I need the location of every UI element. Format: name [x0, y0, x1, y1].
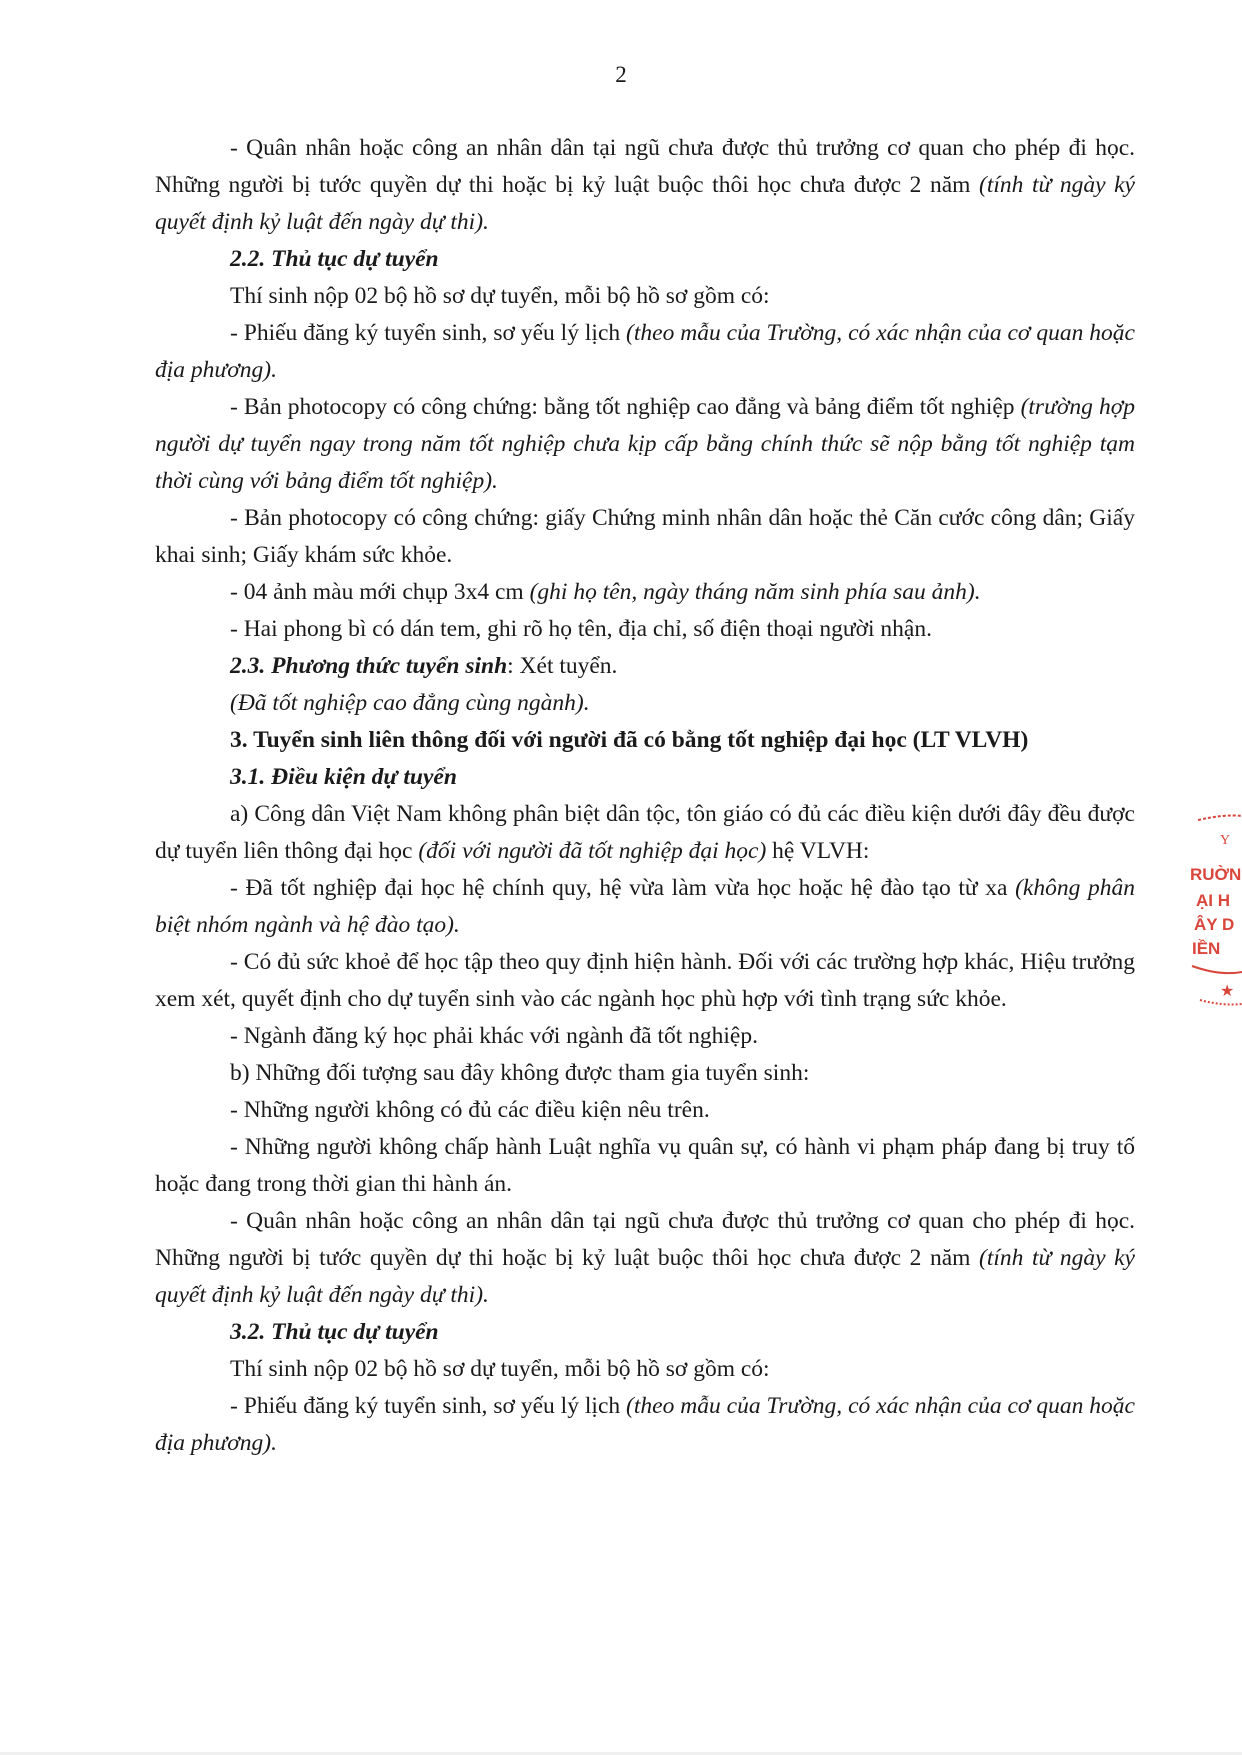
- stamp-line: RUỜN: [1190, 865, 1242, 884]
- text-run: a) Công dân Việt Nam không phân biệt dân tộc, tôn giáo có đủ các điều kiện dưới đây đều được dự tuyển liên thông đại học: [155, 801, 1135, 864]
- text-run: (trường hợp người dự tuyển ngay trong năm tốt nghiệp chưa kịp cấp bằng chính thức sẽ nộp bằng tốt nghiệp tạm thời cùng với bảng điểm tốt nghiệp).: [155, 394, 1135, 494]
- heading-2-2: [155, 241, 1135, 278]
- stamp-graphic: [1180, 810, 1242, 1010]
- text-run: - Hai phong bì có dán tem, ghi rõ họ tên, địa chỉ, số điện thoại người nhận.: [230, 616, 932, 642]
- text-run: (Đã tốt nghiệp cao đẳng cùng ngành).: [230, 690, 590, 716]
- stamp-line: IỀN: [1192, 939, 1221, 958]
- paragraph-dossier-intro: [155, 278, 1135, 315]
- paragraph-id-copy: [155, 500, 1135, 574]
- stamp-star-icon: ★: [1220, 981, 1235, 1000]
- paragraph-envelopes: [155, 611, 1135, 648]
- text-run: - Có đủ sức khoẻ để học tập theo quy định hiện hành. Đối với các trường hợp khác, Hiệu trưởng xem xét, quyết định cho dự tuyển sinh vào các ngành học phù hợp với tình trạng sức khỏe.: [155, 949, 1135, 1012]
- text-run: (tính từ ngày ký quyết định kỷ luật đến ngày dự thi).: [155, 1245, 1135, 1308]
- text-run: - Ngành đăng ký học phải khác với ngành đã tốt nghiệp.: [230, 1023, 758, 1049]
- paragraph-health: [155, 944, 1135, 1018]
- text-run: - Những người không chấp hành Luật nghĩa vụ quân sự, có hành vi phạm pháp đang bị truy tố hoặc đang trong thời gian thi hành án.: [155, 1134, 1135, 1197]
- text-run: - Quân nhân hoặc công an nhân dân tại ngũ chưa được thủ trưởng cơ quan cho phép đi học. Những người bị tước quyền dự thi hoặc bị kỷ luật buộc thôi học chưa được 2 năm: [155, 1208, 1135, 1271]
- text-run: - Phiếu đăng ký tuyển sinh, sơ yếu lý lịch: [230, 320, 627, 346]
- text-run: - Đã tốt nghiệp đại học hệ chính quy, hệ vừa làm vừa học hoặc hệ đào tạo từ xa: [230, 875, 1016, 901]
- text-run: (theo mẫu của Trường, có xác nhận của cơ quan hoặc địa phương).: [155, 320, 1135, 383]
- text-run: Thí sinh nộp 02 bộ hồ sơ dự tuyển, mỗi bộ hồ sơ gồm có:: [230, 283, 770, 309]
- text-run: (tính từ ngày ký quyết định kỷ luật đến ngày dự thi).: [155, 172, 1135, 235]
- text-run: hệ VLVH:: [766, 838, 870, 864]
- paragraph-military-restriction-2: [155, 1203, 1135, 1314]
- text-run: (đối với người đã tốt nghiệp đại học): [418, 838, 767, 864]
- stamp-line: ẠI H: [1196, 891, 1230, 910]
- paragraph-graduated: [155, 870, 1135, 944]
- paragraph-military-restriction-1: [155, 130, 1135, 241]
- paragraph-exclusions-b: [155, 1055, 1135, 1092]
- page-number: 2: [615, 62, 627, 87]
- text-run: : Xét tuyển.: [507, 653, 618, 679]
- text-run: b) Những đối tượng sau đây không được tham gia tuyển sinh:: [230, 1060, 810, 1086]
- text-run: - Bản photocopy có công chứng: bằng tốt nghiệp cao đẳng và bảng điểm tốt nghiệp: [230, 394, 1021, 420]
- paragraph-military-law: [155, 1129, 1135, 1203]
- paragraph-photos: [155, 574, 1135, 611]
- official-stamp-fragment: [1180, 810, 1242, 1010]
- paragraph-not-eligible: [155, 1092, 1135, 1129]
- text-run: (ghi họ tên, ngày tháng năm sinh phía sau ảnh).: [529, 579, 981, 605]
- stamp-line: Y: [1220, 833, 1231, 848]
- text-run: Thí sinh nộp 02 bộ hồ sơ dự tuyển, mỗi bộ hồ sơ gồm có:: [230, 1356, 770, 1382]
- heading-3: [155, 722, 1135, 759]
- text-run: - Bản photocopy có công chứng: giấy Chứng minh nhân dân hoặc thẻ Căn cước công dân; Giấy khai sinh; Giấy khám sức khỏe.: [155, 505, 1135, 568]
- text-run: 3.2. Thủ tục dự tuyển: [230, 1319, 439, 1345]
- text-run: - Quân nhân hoặc công an nhân dân tại ngũ chưa được thủ trưởng cơ quan cho phép đi học. Những người bị tước quyền dự thi hoặc bị kỷ luật buộc thôi học chưa được 2 năm: [155, 135, 1135, 198]
- paragraph-eligibility-a: [155, 796, 1135, 870]
- text-run: 3. Tuyển sinh liên thông đối với người đã có bằng tốt nghiệp đại học (LT VLVH): [230, 727, 1029, 753]
- text-run: - Phiếu đăng ký tuyển sinh, sơ yếu lý lịch: [230, 1393, 627, 1419]
- text-run: (không phân biệt nhóm ngành và hệ đào tạo).: [155, 875, 1135, 938]
- text-run: - Những người không có đủ các điều kiện nêu trên.: [230, 1097, 710, 1123]
- paragraph-same-major-note: [155, 685, 1135, 722]
- document-body: [155, 130, 1135, 1462]
- text-run: - 04 ảnh màu mới chụp 3x4 cm: [230, 579, 530, 605]
- paragraph-dossier-intro-2: [155, 1351, 1135, 1388]
- paragraph-registration-form: [155, 315, 1135, 389]
- text-run: (theo mẫu của Trường, có xác nhận của cơ quan hoặc địa phương).: [155, 1393, 1135, 1456]
- text-run: 2.3. Phương thức tuyển sinh: [230, 653, 508, 679]
- heading-2-3: [155, 648, 1135, 685]
- paragraph-different-major: [155, 1018, 1135, 1055]
- heading-3-1: [155, 759, 1135, 796]
- paragraph-diploma-copy: [155, 389, 1135, 500]
- heading-3-2: [155, 1314, 1135, 1351]
- text-run: 3.1. Điều kiện dự tuyển: [230, 764, 457, 790]
- stamp-line: ÂY D: [1194, 915, 1235, 934]
- text-run: 2.2. Thủ tục dự tuyển: [230, 246, 439, 272]
- paragraph-registration-form-2: [155, 1388, 1135, 1462]
